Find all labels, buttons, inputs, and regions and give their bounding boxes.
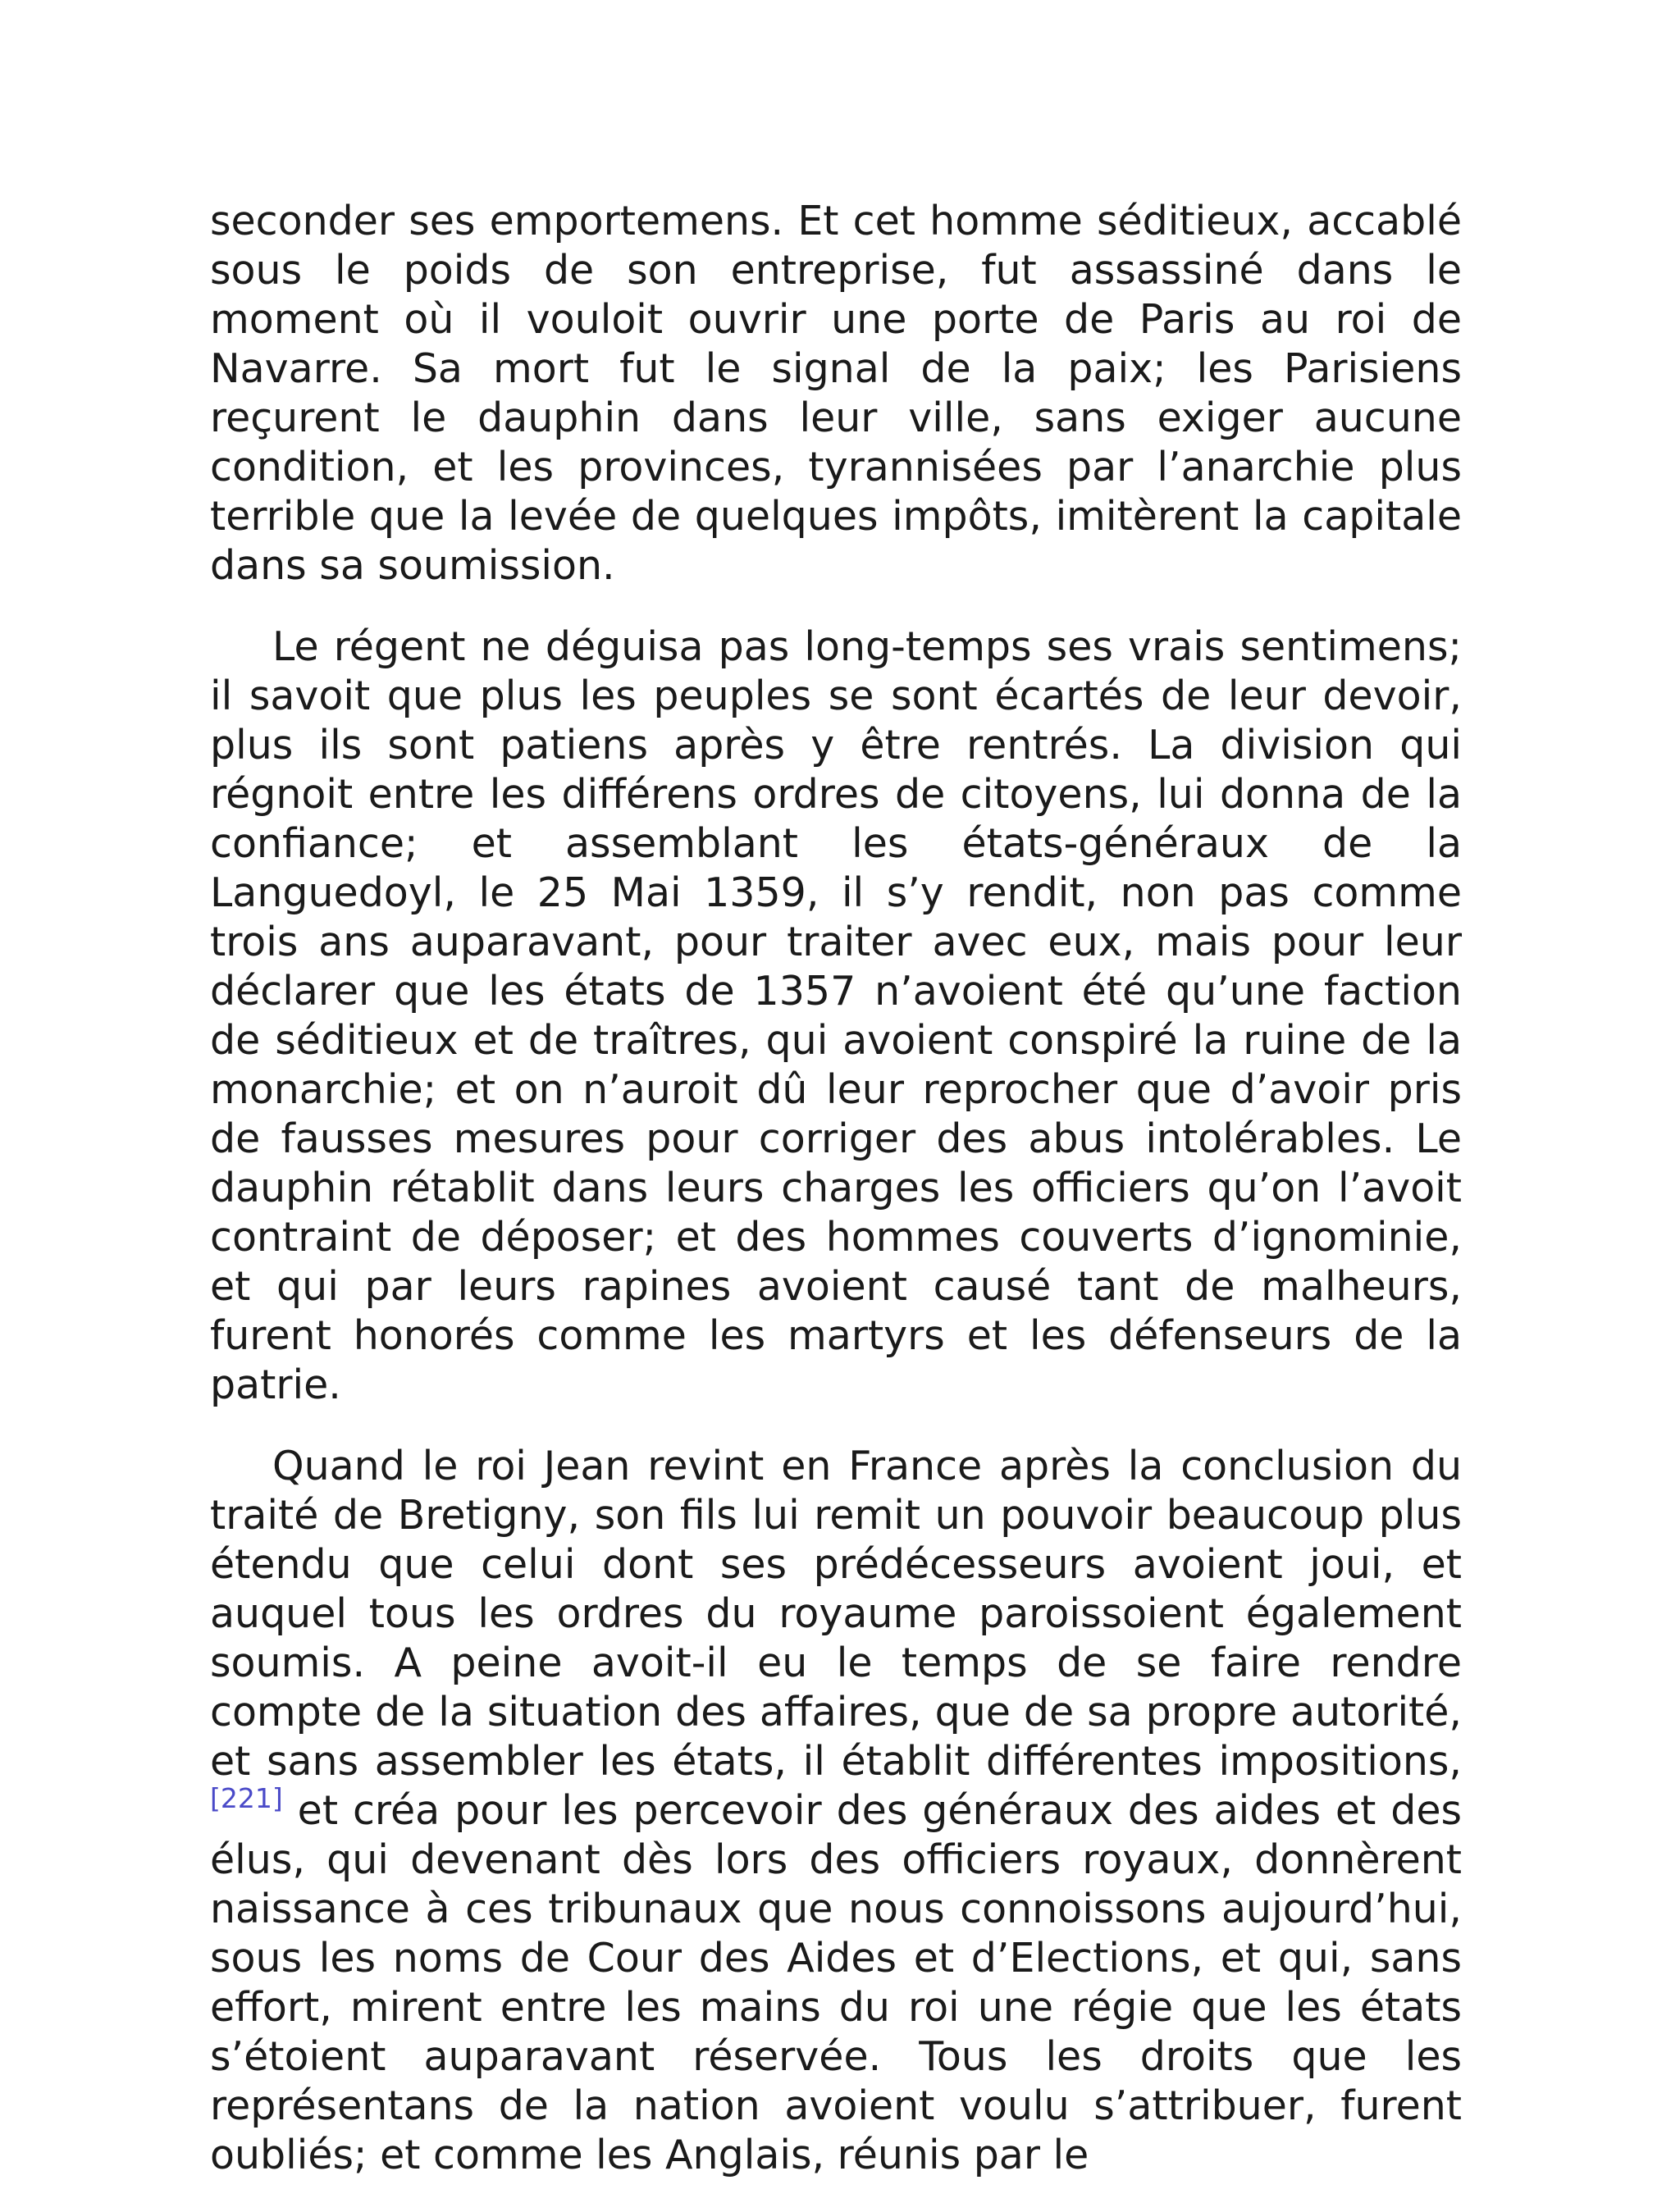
paragraph-3-text-before: Quand le roi Jean revint en France après la conclusion du traité de Bretigny, son fils lui remit un pouvoir beaucoup plus étendu que celui dont ses prédécesseurs avoient joui, et auquel tous les ordres du royaume paroissoient également soumis. A peine avoit-il eu le temps de se faire rendre compte de la situation des affaires, que de sa propre autorité, et sans assembler les états, il établit différentes impositions, xyxy=(210,1443,1462,1785)
paragraph-3-text-after: et créa pour les percevoir des généraux des aides et des élus, qui devenant dès lors des officiers royaux, donnèrent naissance à ces tribunaux que nous connoissons aujourd’hui, sous les noms de Cour des Aides et d’Elections, et qui, sans effort, mirent entre les mains du roi une régie que les états s’étoient auparavant réservée. Tous les droits que les représentans de la nation avoient voulu s’attribuer, furent oubliés; et comme les Anglais, réunis par le xyxy=(210,1787,1462,2178)
document-page xyxy=(210,197,1462,2212)
paragraph-2: Le régent ne déguisa pas long-temps ses vrais sentimens; il savoit que plus les peuples se sont écartés de leur devoir, plus ils sont patiens après y être rentrés. La division qui régnoit entre les différens ordres de citoyens, lui donna de la confiance; et assemblant les états-généraux de la Languedoyl, le 25 Mai 1359, il s’y rendit, non pas comme trois ans auparavant, pour traiter avec eux, mais pour leur déclarer que les états de 1357 n’avoient été qu’une faction de séditieux et de traîtres, qui avoient conspiré la ruine de la monarchie; et on n’auroit dû leur reprocher que d’avoir pris de fausses mesures pour corriger des abus intolérables. Le dauphin rétablit dans leurs charges les officiers qu’on l’avoit contraint de déposer; et des hommes couverts d’ignominie, et qui par leurs rapines avoient causé tant de malheurs, furent honorés comme les martyrs et les défenseurs de la patrie. xyxy=(210,623,1462,1408)
footnote-reference-link[interactable]: [221] xyxy=(210,1782,283,1814)
paragraph-3 xyxy=(210,1442,1462,2180)
paragraph-1: seconder ses emportemens. Et cet homme séditieux, accablé sous le poids de son entreprise, fut assassiné dans le moment où il vouloit ouvrir une porte de Paris au roi de Navarre. Sa mort fut le signal de la paix; les Parisiens reçurent le dauphin dans leur ville, sans exiger aucune condition, et les provinces, tyrannisées par l’anarchie plus terrible que la levée de quelques impôts, imitèrent la capitale dans sa soumission. xyxy=(210,198,1462,589)
